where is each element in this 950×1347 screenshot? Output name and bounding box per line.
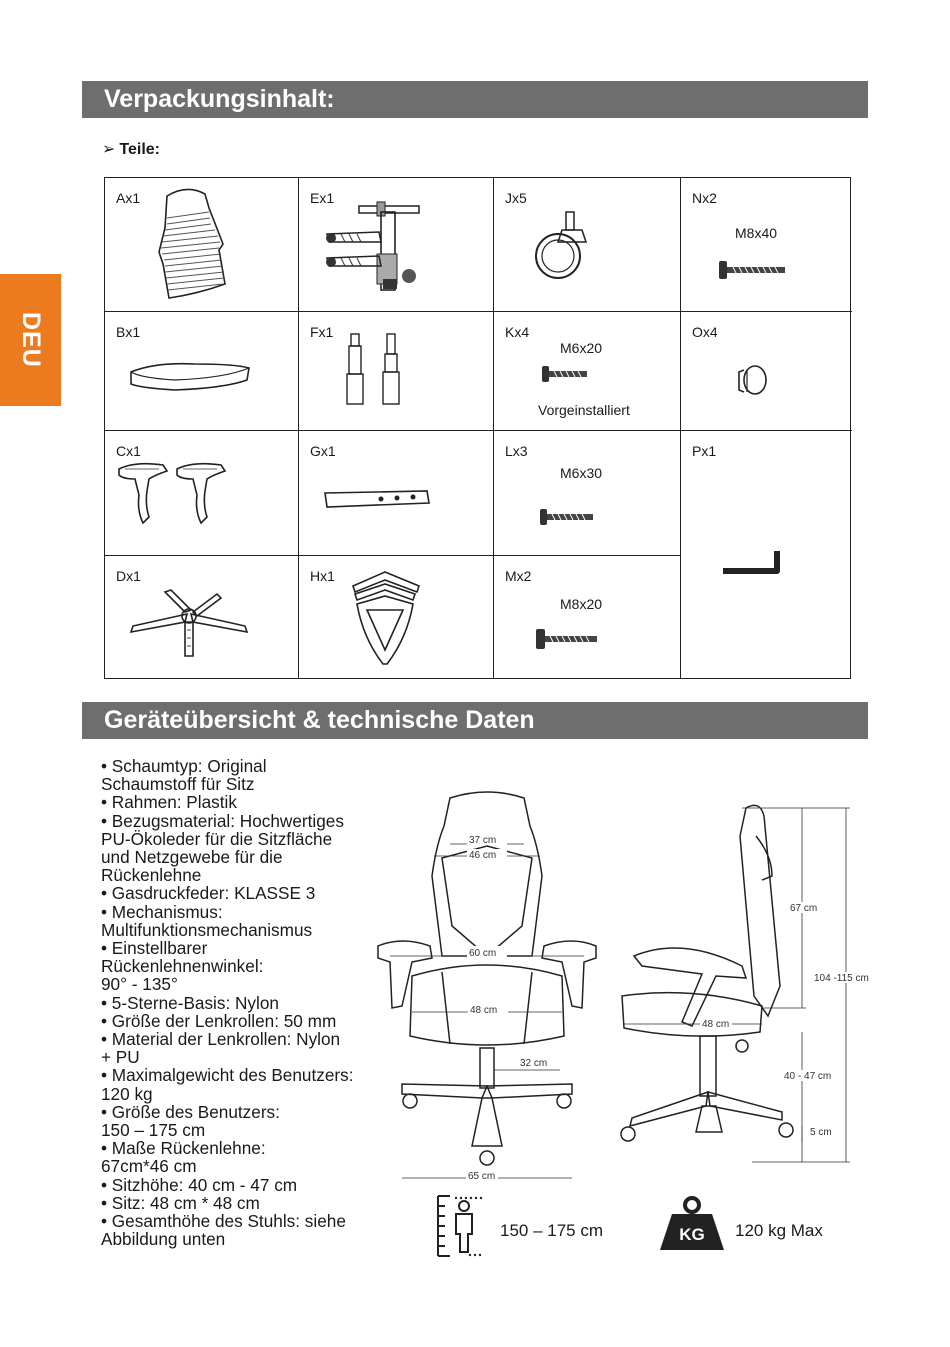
part-label: Nx2 — [692, 190, 717, 206]
part-label: Ox4 — [692, 324, 718, 340]
chair-front-view — [372, 786, 602, 1186]
part-label: Ex1 — [310, 190, 335, 206]
part-size: M6x20 — [560, 340, 603, 356]
star-base-icon — [125, 586, 255, 662]
part-size: M6x30 — [560, 465, 603, 481]
height-range-text: 150 – 175 cm — [500, 1221, 604, 1240]
weight-icon-label: KG — [679, 1225, 705, 1244]
max-weight-text: 120 kg Max — [735, 1221, 823, 1240]
chair-side-view — [612, 796, 882, 1186]
bolt-icon — [717, 258, 787, 282]
spec-item: • Material der Lenkrollen: Nylon + PU — [101, 1029, 341, 1068]
part-cell-b — [105, 312, 299, 431]
gas-lift-icon — [339, 330, 419, 410]
part-label: Kx4 — [505, 324, 530, 340]
spec-item: • Sitzhöhe: 40 cm - 47 cm — [101, 1174, 298, 1195]
spec-item: • Mechanismus: Multifunktionsmechanismus — [101, 901, 313, 940]
dim-label: 104 -115 cm — [814, 973, 869, 984]
cover-icon — [349, 570, 429, 670]
part-cell-l — [494, 431, 681, 556]
spec-item: • Einstellbarer Rückenlehnenwinkel: 90° - 135° — [101, 938, 264, 995]
spec-item: • Größe des Benutzers: 150 – 175 cm — [101, 1101, 280, 1141]
part-label: Ax1 — [116, 190, 141, 206]
part-label: Cx1 — [116, 443, 141, 459]
language-tab[interactable] — [0, 274, 61, 406]
armrests-icon — [115, 461, 235, 531]
part-cell-h — [299, 556, 494, 679]
language-tab-label: DEU — [17, 312, 45, 368]
arrow-icon: ➢ — [102, 141, 116, 158]
spec-list — [101, 757, 373, 1248]
dim-label: 67 cm — [790, 903, 818, 914]
part-cell-f — [299, 312, 494, 431]
part-cell-j — [494, 178, 681, 312]
part-cell-c — [105, 431, 299, 556]
spec-item: • Rahmen: Plastik — [101, 792, 237, 813]
part-cell-o — [681, 312, 852, 431]
dim-label: 65 cm — [468, 1171, 496, 1182]
part-label: Px1 — [692, 443, 717, 459]
spec-item: • Gesamthöhe des Stuhls: siehe Abbildung unten — [101, 1211, 346, 1250]
part-cell-p — [681, 431, 852, 679]
part-size: M8x40 — [735, 225, 778, 241]
spec-item: • 5-Sterne-Basis: Nylon — [101, 992, 279, 1013]
part-cell-g — [299, 431, 494, 556]
connector-plate-icon — [323, 489, 433, 513]
screw-icon — [538, 507, 598, 527]
screw-icon — [540, 364, 590, 384]
part-cell-m — [494, 556, 681, 679]
spec-item: • Maße Rückenlehne: 67cm*46 cm — [101, 1138, 266, 1177]
part-label: Hx1 — [310, 568, 335, 584]
dim-label: 32 cm — [520, 1058, 548, 1069]
spec-item: • Größe der Lenkrollen: 50 mm — [101, 1010, 337, 1031]
dim-label: 48 cm — [470, 1005, 498, 1016]
part-cell-d — [105, 556, 299, 679]
part-size: M8x20 — [560, 596, 603, 612]
parts-table — [104, 177, 851, 679]
dim-label: 46 cm — [469, 850, 497, 861]
spec-item: • Maximalgewicht des Benutzers: 120 kg — [101, 1065, 354, 1104]
part-label: Lx3 — [505, 443, 528, 459]
parts-heading — [102, 139, 160, 159]
seat-cushion-icon — [125, 358, 255, 398]
dim-label: 40 - 47 cm — [784, 1071, 832, 1082]
bolt-icon — [534, 626, 600, 652]
part-label: Jx5 — [505, 190, 527, 206]
part-cell-k — [494, 312, 681, 431]
mechanism-icon — [321, 194, 421, 294]
height-icon — [434, 1194, 486, 1258]
part-label: Gx1 — [310, 443, 336, 459]
spec-item: • Gasdruckfeder: KLASSE 3 — [101, 883, 316, 904]
section-title-packaging: Verpackungsinhalt: — [82, 81, 868, 118]
preinstalled-note: Vorgeinstalliert — [538, 402, 630, 418]
dim-label: 60 cm — [469, 948, 497, 959]
part-label: Mx2 — [505, 568, 532, 584]
part-cell-a — [105, 178, 299, 312]
section-title-overview: Geräteübersicht & technische Daten — [82, 702, 868, 739]
part-label: Fx1 — [310, 324, 334, 340]
part-label: Dx1 — [116, 568, 141, 584]
cap-icon — [733, 362, 769, 402]
parts-heading-label: Teile: — [119, 141, 161, 158]
spec-item: • Bezugsmaterial: Hochwertiges PU-Ökoleder für die Sitzfläche und Netzgewebe für die Rückenlehne — [101, 810, 344, 886]
spec-item: • Schaumtyp: Original Schaumstoff für Sitz — [101, 756, 267, 795]
hex-key-icon — [719, 547, 789, 587]
dim-label: 5 cm — [810, 1127, 832, 1138]
backrest-icon — [153, 186, 233, 304]
weight-icon — [658, 1194, 726, 1252]
part-cell-e — [299, 178, 494, 312]
caster-wheel-icon — [530, 208, 600, 288]
spec-item: • Sitz: 48 cm * 48 cm — [101, 1192, 260, 1213]
dim-label: 37 cm — [469, 835, 497, 846]
part-cell-n — [681, 178, 852, 312]
part-label: Bx1 — [116, 324, 141, 340]
dim-label: 48 cm — [702, 1019, 730, 1030]
